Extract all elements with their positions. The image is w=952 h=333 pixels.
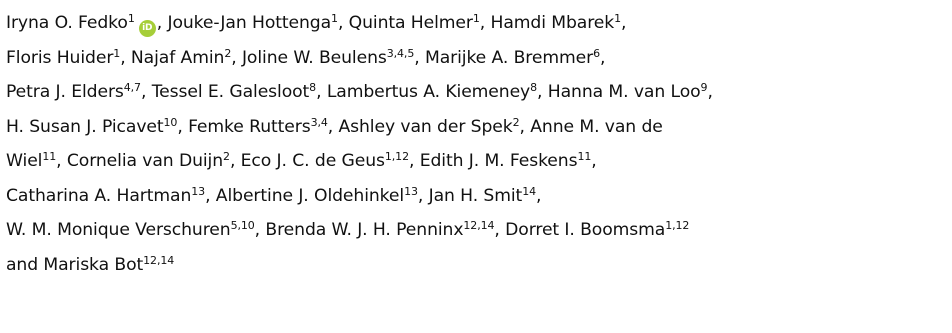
author-name[interactable]: Edith J. M. Feskens — [419, 151, 578, 171]
author-name[interactable]: Tessel E. Galesloot — [151, 82, 310, 102]
author-separator: , — [120, 47, 131, 68]
author-name[interactable]: Catharina A. Hartman — [6, 185, 192, 206]
author-name[interactable]: Marijke A. Bremmer — [424, 47, 594, 68]
author-name[interactable]: Petra J. Elders — [6, 82, 124, 102]
author-separator: , — [537, 82, 548, 102]
affiliation-superscript: 3,4,5 — [386, 46, 415, 60]
author-separator: , — [327, 116, 339, 137]
author-separator: , — [316, 82, 327, 102]
author-separator: , — [414, 47, 425, 68]
affiliation-superscript: 1,12 — [665, 219, 690, 232]
affiliation-superscript: 14 — [522, 184, 536, 198]
author-name[interactable]: Quinta Helmer — [348, 13, 473, 33]
affiliation-superscript: 2 — [223, 150, 230, 163]
affiliation-superscript: 2 — [512, 115, 520, 129]
author-name[interactable]: Dorret I. Boomsma — [505, 220, 666, 240]
affiliation-superscript: 2 — [224, 46, 232, 60]
author-separator: , — [600, 47, 606, 68]
affiliation-superscript: 5,10 — [230, 219, 255, 232]
author-line — [6, 248, 948, 283]
author-separator: , — [417, 185, 429, 206]
author-name[interactable]: Hamdi Mbarek — [490, 13, 615, 33]
affiliation-superscript: 1,12 — [384, 150, 409, 163]
author-separator: , — [205, 185, 216, 206]
author-name[interactable]: Brenda W. J. H. Penninx — [265, 220, 464, 240]
author-list — [6, 6, 948, 282]
affiliation-superscript: 4,7 — [123, 81, 141, 94]
affiliation-superscript: 11 — [42, 150, 57, 163]
author-name[interactable]: Femke Rutters — [188, 116, 311, 137]
author-line — [6, 213, 948, 248]
orcid-icon[interactable]: iD — [139, 20, 156, 37]
author-separator: , — [519, 116, 531, 137]
author-name[interactable]: Floris Huider — [6, 47, 114, 68]
author-separator: , — [156, 13, 168, 33]
affiliation-superscript: 8 — [530, 81, 538, 94]
author-separator: , — [254, 220, 266, 240]
author-separator: , — [140, 82, 152, 102]
author-separator: , — [479, 13, 491, 33]
affiliation-superscript: 12,14 — [143, 253, 175, 267]
author-name[interactable]: Anne M. van de — [530, 116, 663, 137]
author-name[interactable]: Hanna M. van Loo — [547, 82, 701, 102]
affiliation-superscript: 10 — [163, 115, 178, 129]
affiliation-superscript: 1 — [331, 12, 338, 25]
author-line — [6, 144, 948, 179]
affiliation-superscript: 1 — [614, 12, 622, 25]
author-line — [6, 75, 948, 110]
author-name[interactable]: Iryna O. Fedko — [6, 13, 128, 33]
author-name[interactable]: Najaf Amin — [130, 47, 225, 68]
author-line — [6, 6, 948, 41]
author-separator: , — [337, 13, 349, 33]
affiliation-superscript: 11 — [577, 150, 592, 163]
affiliation-superscript: 3,4 — [310, 115, 328, 129]
author-separator: , — [231, 47, 242, 68]
author-name[interactable]: W. M. Monique Verschuren — [6, 220, 231, 240]
author-separator: , — [408, 151, 420, 171]
author-separator: , — [591, 151, 597, 171]
affiliation-superscript: 8 — [309, 81, 317, 94]
author-name[interactable]: Cornelia van Duijn — [66, 151, 224, 171]
author-name[interactable]: H. Susan J. Picavet — [6, 116, 164, 137]
author-name[interactable]: Ashley van der Spek — [338, 116, 513, 137]
author-name[interactable]: Albertine J. Oldehinkel — [215, 185, 405, 206]
author-line — [6, 110, 948, 145]
author-name[interactable]: Jan H. Smit — [428, 185, 523, 206]
author-name[interactable]: Eco J. C. de Geus — [240, 151, 385, 171]
affiliation-superscript: 13 — [404, 184, 418, 198]
affiliation-superscript: 1 — [472, 12, 480, 25]
affiliation-superscript: 1 — [113, 46, 121, 60]
author-separator: , — [177, 116, 189, 137]
affiliation-superscript: 1 — [127, 12, 135, 25]
affiliation-superscript: 9 — [700, 81, 708, 94]
author-separator: , — [56, 151, 67, 171]
author-separator: , — [707, 82, 713, 102]
affiliation-superscript: 12,14 — [463, 219, 495, 232]
author-separator: , — [621, 13, 627, 33]
author-separator: , — [229, 151, 241, 171]
author-line — [6, 41, 948, 76]
affiliation-superscript: 6 — [593, 46, 600, 60]
author-separator: , — [494, 220, 506, 240]
author-name[interactable]: and Mariska Bot — [6, 254, 144, 275]
author-line — [6, 179, 948, 214]
author-name[interactable]: Jouke-Jan Hottenga — [167, 13, 332, 33]
author-name[interactable]: Wiel — [6, 151, 43, 171]
author-name[interactable]: Lambertus A. Kiemeney — [326, 82, 531, 102]
author-separator: , — [536, 185, 542, 206]
author-name[interactable]: Joline W. Beulens — [241, 47, 387, 68]
affiliation-superscript: 13 — [191, 184, 206, 198]
